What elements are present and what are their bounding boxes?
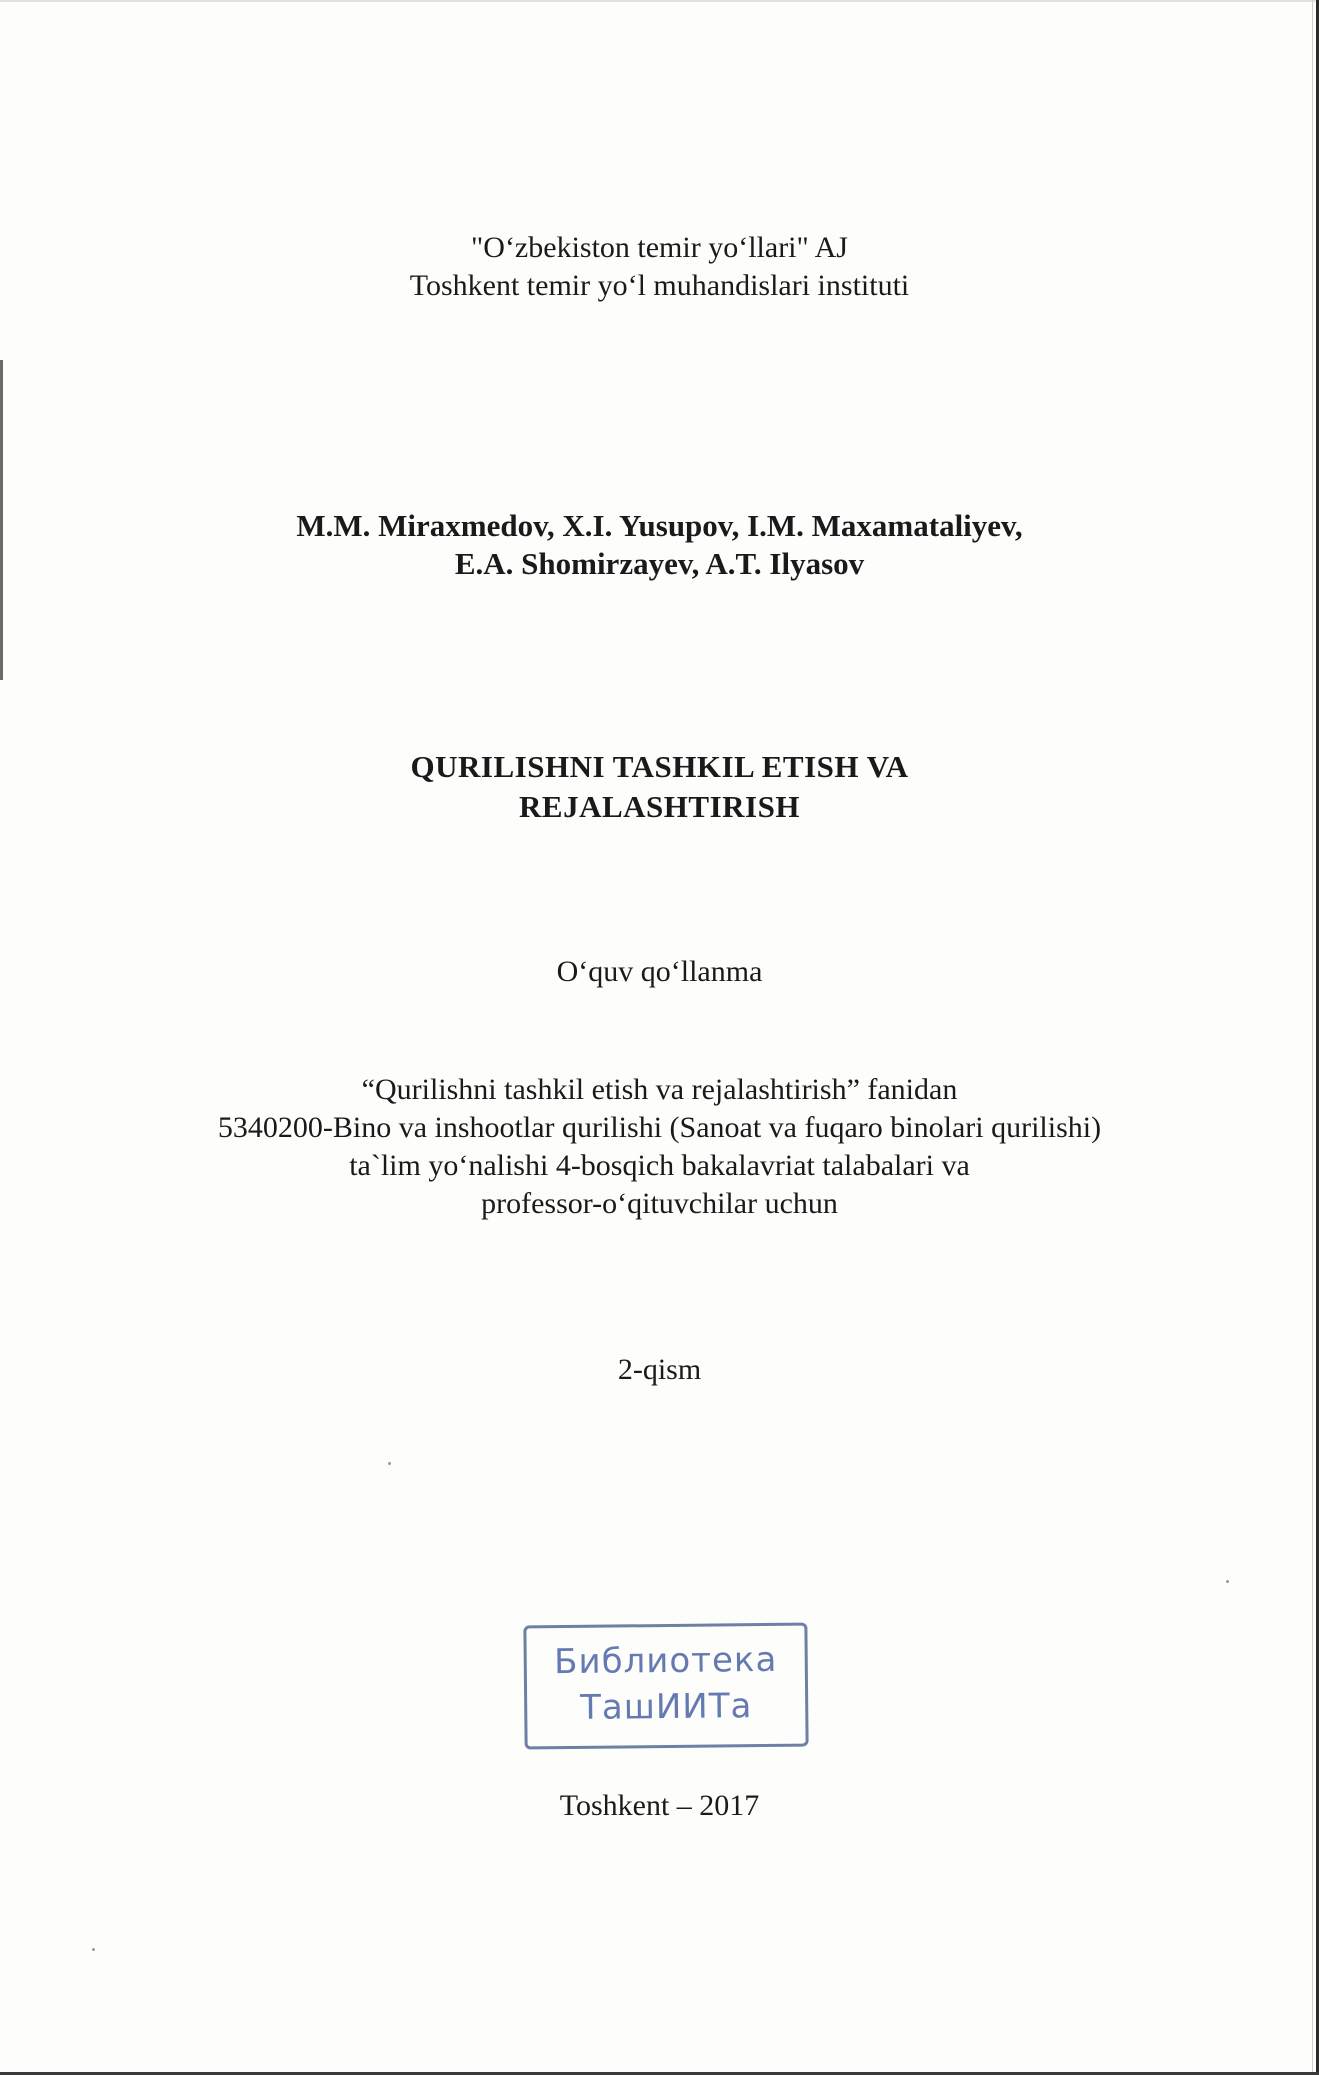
scan-speck bbox=[92, 1948, 95, 1951]
description-line-2: 5340200-Bino va inshootlar qurilishi (Sanoat va fuqaro binolari qurilishi) bbox=[217, 1111, 1102, 1144]
scan-edge-top bbox=[0, 0, 1319, 2]
description-line-1: “Qurilishni tashkil etish va rejalashtirish” fanidan bbox=[361, 1073, 958, 1106]
authors-line-2: E.A. Shomirzayev, A.T. Ilyasov bbox=[454, 546, 865, 581]
description-line-4: professor-o‘qituvchilar uchun bbox=[481, 1187, 838, 1220]
document-type: O‘quv qo‘llanma bbox=[556, 955, 763, 988]
library-stamp bbox=[523, 1623, 808, 1750]
description-line-3: ta`lim yo‘nalishi 4-bosqich bakalavriat talabalari va bbox=[349, 1149, 970, 1182]
place-and-year: Toshkent – 2017 bbox=[559, 1789, 760, 1822]
authors-line-1: M.M. Miraxmedov, X.I. Yusupov, I.M. Maxamataliyev, bbox=[296, 508, 1023, 543]
stamp-line-2: ТашИИТа bbox=[579, 1686, 753, 1728]
scan-edge-right-inner bbox=[1312, 0, 1313, 2075]
book-title-line-2: REJALASHTIRISH bbox=[519, 789, 800, 824]
stamp-line-1: Библиотека bbox=[553, 1639, 778, 1683]
organization-name: "O‘zbekiston temir yo‘llari" AJ bbox=[471, 231, 848, 264]
scan-speck bbox=[1226, 1580, 1229, 1583]
part-number: 2-qism bbox=[617, 1353, 702, 1386]
scan-speck bbox=[388, 1462, 391, 1465]
institute-name: Toshkent temir yo‘l muhandislari instituti bbox=[409, 269, 910, 302]
book-title-line-1: QURILISHNI TASHKIL ETISH VA bbox=[410, 749, 909, 784]
